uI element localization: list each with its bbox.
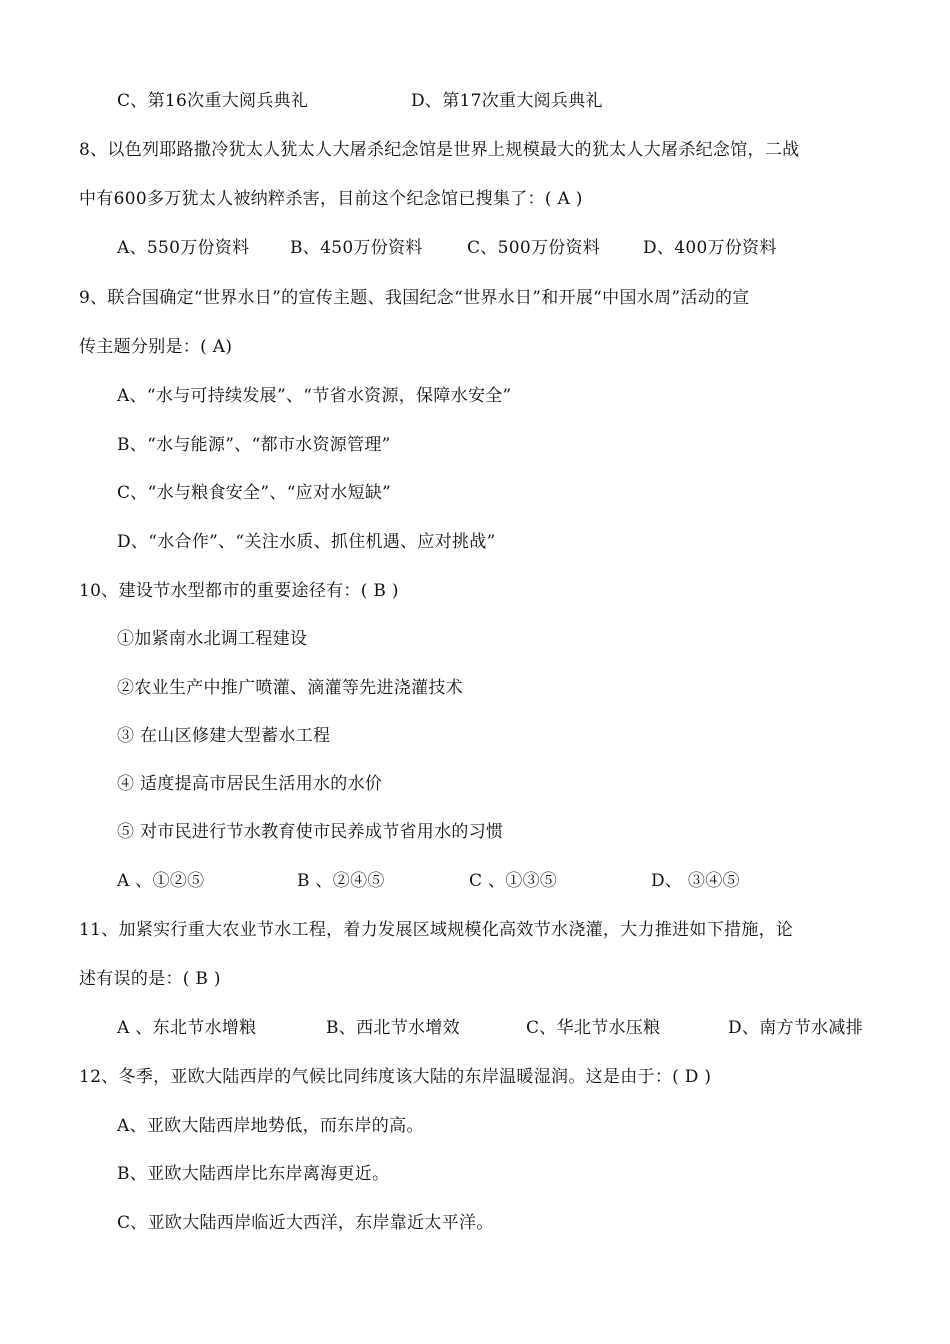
q8-option-b: B、450万份资料: [290, 238, 423, 258]
q11-option-b: B、西北节水增效: [326, 1018, 460, 1038]
q10-item-2: ②农业生产中推广喷灌、滴灌等先进浇灌技术: [117, 678, 463, 698]
q11-option-c: C、华北节水压粮: [526, 1018, 661, 1038]
q9-option-b: B、“水与能源”、“都市水资源管理”: [117, 435, 391, 455]
q12-option-b: B、亚欧大陆西岸比东岸离海更近。: [117, 1164, 390, 1184]
question-8-text-cont: 中有600多万犹太人被纳粹杀害，目前这个纪念馆已搜集了：( A ): [79, 189, 583, 209]
q10-option-c: C 、①③⑤: [469, 871, 558, 891]
q8-option-a: A、550万份资料: [117, 238, 250, 258]
question-12-text: 12、冬季，亚欧大陆西岸的气候比同纬度该大陆的东岸温暖湿润。这是由于：( D ): [79, 1067, 712, 1087]
q10-option-a: A 、①②⑤: [117, 871, 205, 891]
q9-option-d: D、“水合作”、“关注水质、抓住机遇、应对挑战”: [117, 532, 496, 552]
q11-option-a: A 、东北节水增粮: [117, 1018, 257, 1038]
question-9-text-cont: 传主题分别是：( A): [79, 337, 233, 357]
q10-item-5: ⑤ 对市民进行节水教育使市民养成节省用水的习惯: [117, 822, 504, 842]
q11-option-d: D、南方节水减排: [728, 1018, 864, 1038]
q10-item-1: ①加紧南水北调工程建设: [117, 629, 308, 649]
question-10-text: 10、建设节水型都市的重要途径有：( B ): [79, 581, 399, 601]
q10-option-b: B 、②④⑤: [297, 871, 385, 891]
q10-option-d: D、 ③④⑤: [651, 871, 740, 891]
q10-item-4: ④ 适度提高市居民生活用水的水价: [117, 774, 383, 794]
q8-option-d: D、400万份资料: [643, 238, 777, 258]
q9-option-c: C、“水与粮食安全”、“应对水短缺”: [117, 483, 392, 503]
question-8-text: 8、以色列耶路撒冷犹太人犹太人大屠杀纪念馆是世界上规模最大的犹太人大屠杀纪念馆，二战: [79, 140, 800, 160]
question-11-text: 11、加紧实行重大农业节水工程，着力发展区域规模化高效节水浇灌，大力推进如下措施，论: [79, 920, 794, 940]
question-11-text-cont: 述有误的是：( B ): [79, 969, 221, 989]
q12-option-a: A、亚欧大陆西岸地势低，而东岸的高。: [117, 1116, 424, 1136]
q12-option-c: C、亚欧大陆西岸临近大西洋，东岸靠近太平洋。: [117, 1213, 494, 1233]
question-9-text: 9、联合国确定“世界水日”的宣传主题、我国纪念“世界水日”和开展“中国水周”活动的宣: [79, 288, 750, 308]
q9-option-a: A、“水与可持续发展”、“节省水资源，保障水安全”: [117, 386, 512, 406]
q10-item-3: ③ 在山区修建大型蓄水工程: [117, 726, 331, 746]
q7-option-c: C、第16次重大阅兵典礼: [117, 91, 309, 111]
q8-option-c: C、500万份资料: [467, 238, 601, 258]
q7-option-d: D、第17次重大阅兵典礼: [411, 91, 603, 111]
